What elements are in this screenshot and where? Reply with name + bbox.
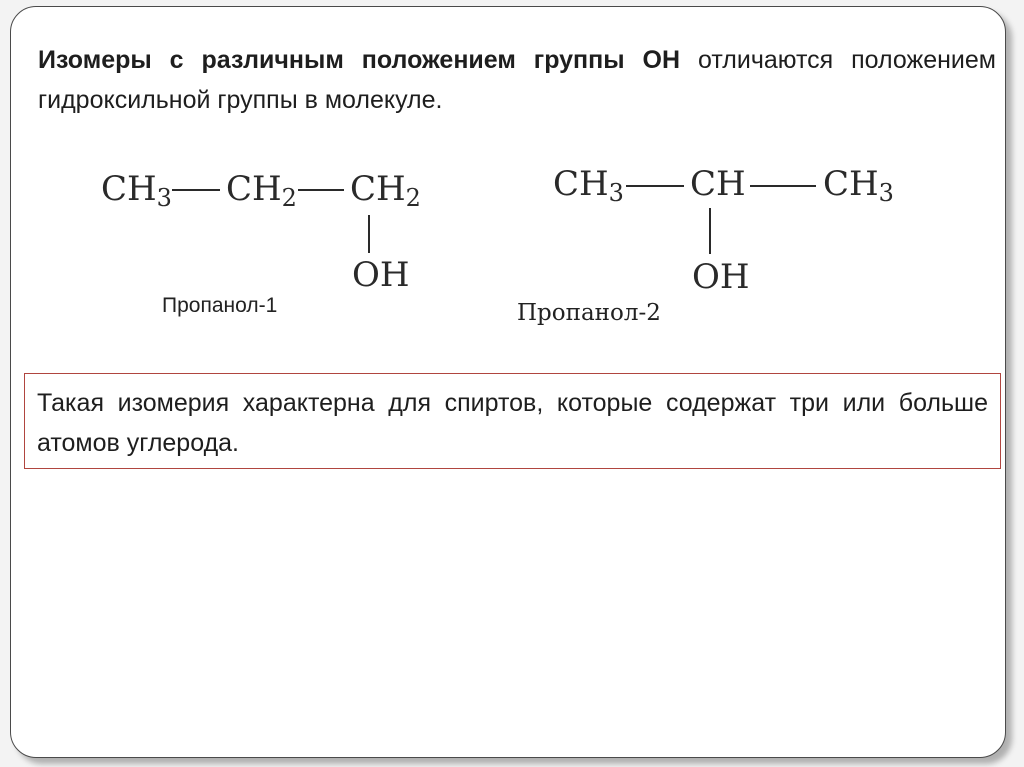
- note-text: Такая изомерия характерна для спиртов, которые содержат три или больше атомов углерода.: [37, 389, 988, 457]
- p2-ch3-group-right: $CH_3$: [823, 164, 894, 207]
- note-box: [24, 373, 1001, 469]
- p1-oh-group: OH: [352, 255, 410, 295]
- p1-ch3-group: $CH_3$: [101, 169, 172, 212]
- p1-bond-1: [172, 189, 220, 191]
- p2-bond-oh: [709, 208, 711, 254]
- p2-bond-1: [626, 185, 684, 187]
- p1-ch2-group-end: $CH_2$: [350, 169, 421, 212]
- propanol-2-caption: Пропанол-2: [517, 300, 661, 326]
- propanol-1-caption: Пропанол-1: [162, 294, 278, 317]
- p1-bond-oh: [368, 215, 370, 253]
- p1-bond-2: [298, 189, 344, 191]
- intro-rest-text: отличаются положением гидроксильной группы в молекуле.: [38, 46, 996, 114]
- p1-ch2-group-middle: $CH_2$: [226, 169, 297, 212]
- p2-ch3-group-left: $CH_3$: [553, 164, 624, 207]
- intro-bold-text: Изомеры с различным положением группы ОН: [38, 46, 681, 74]
- p2-ch-group: CH: [690, 164, 746, 204]
- p2-oh-group: OH: [692, 257, 750, 297]
- intro-paragraph: [38, 40, 996, 120]
- p2-bond-2: [750, 185, 816, 187]
